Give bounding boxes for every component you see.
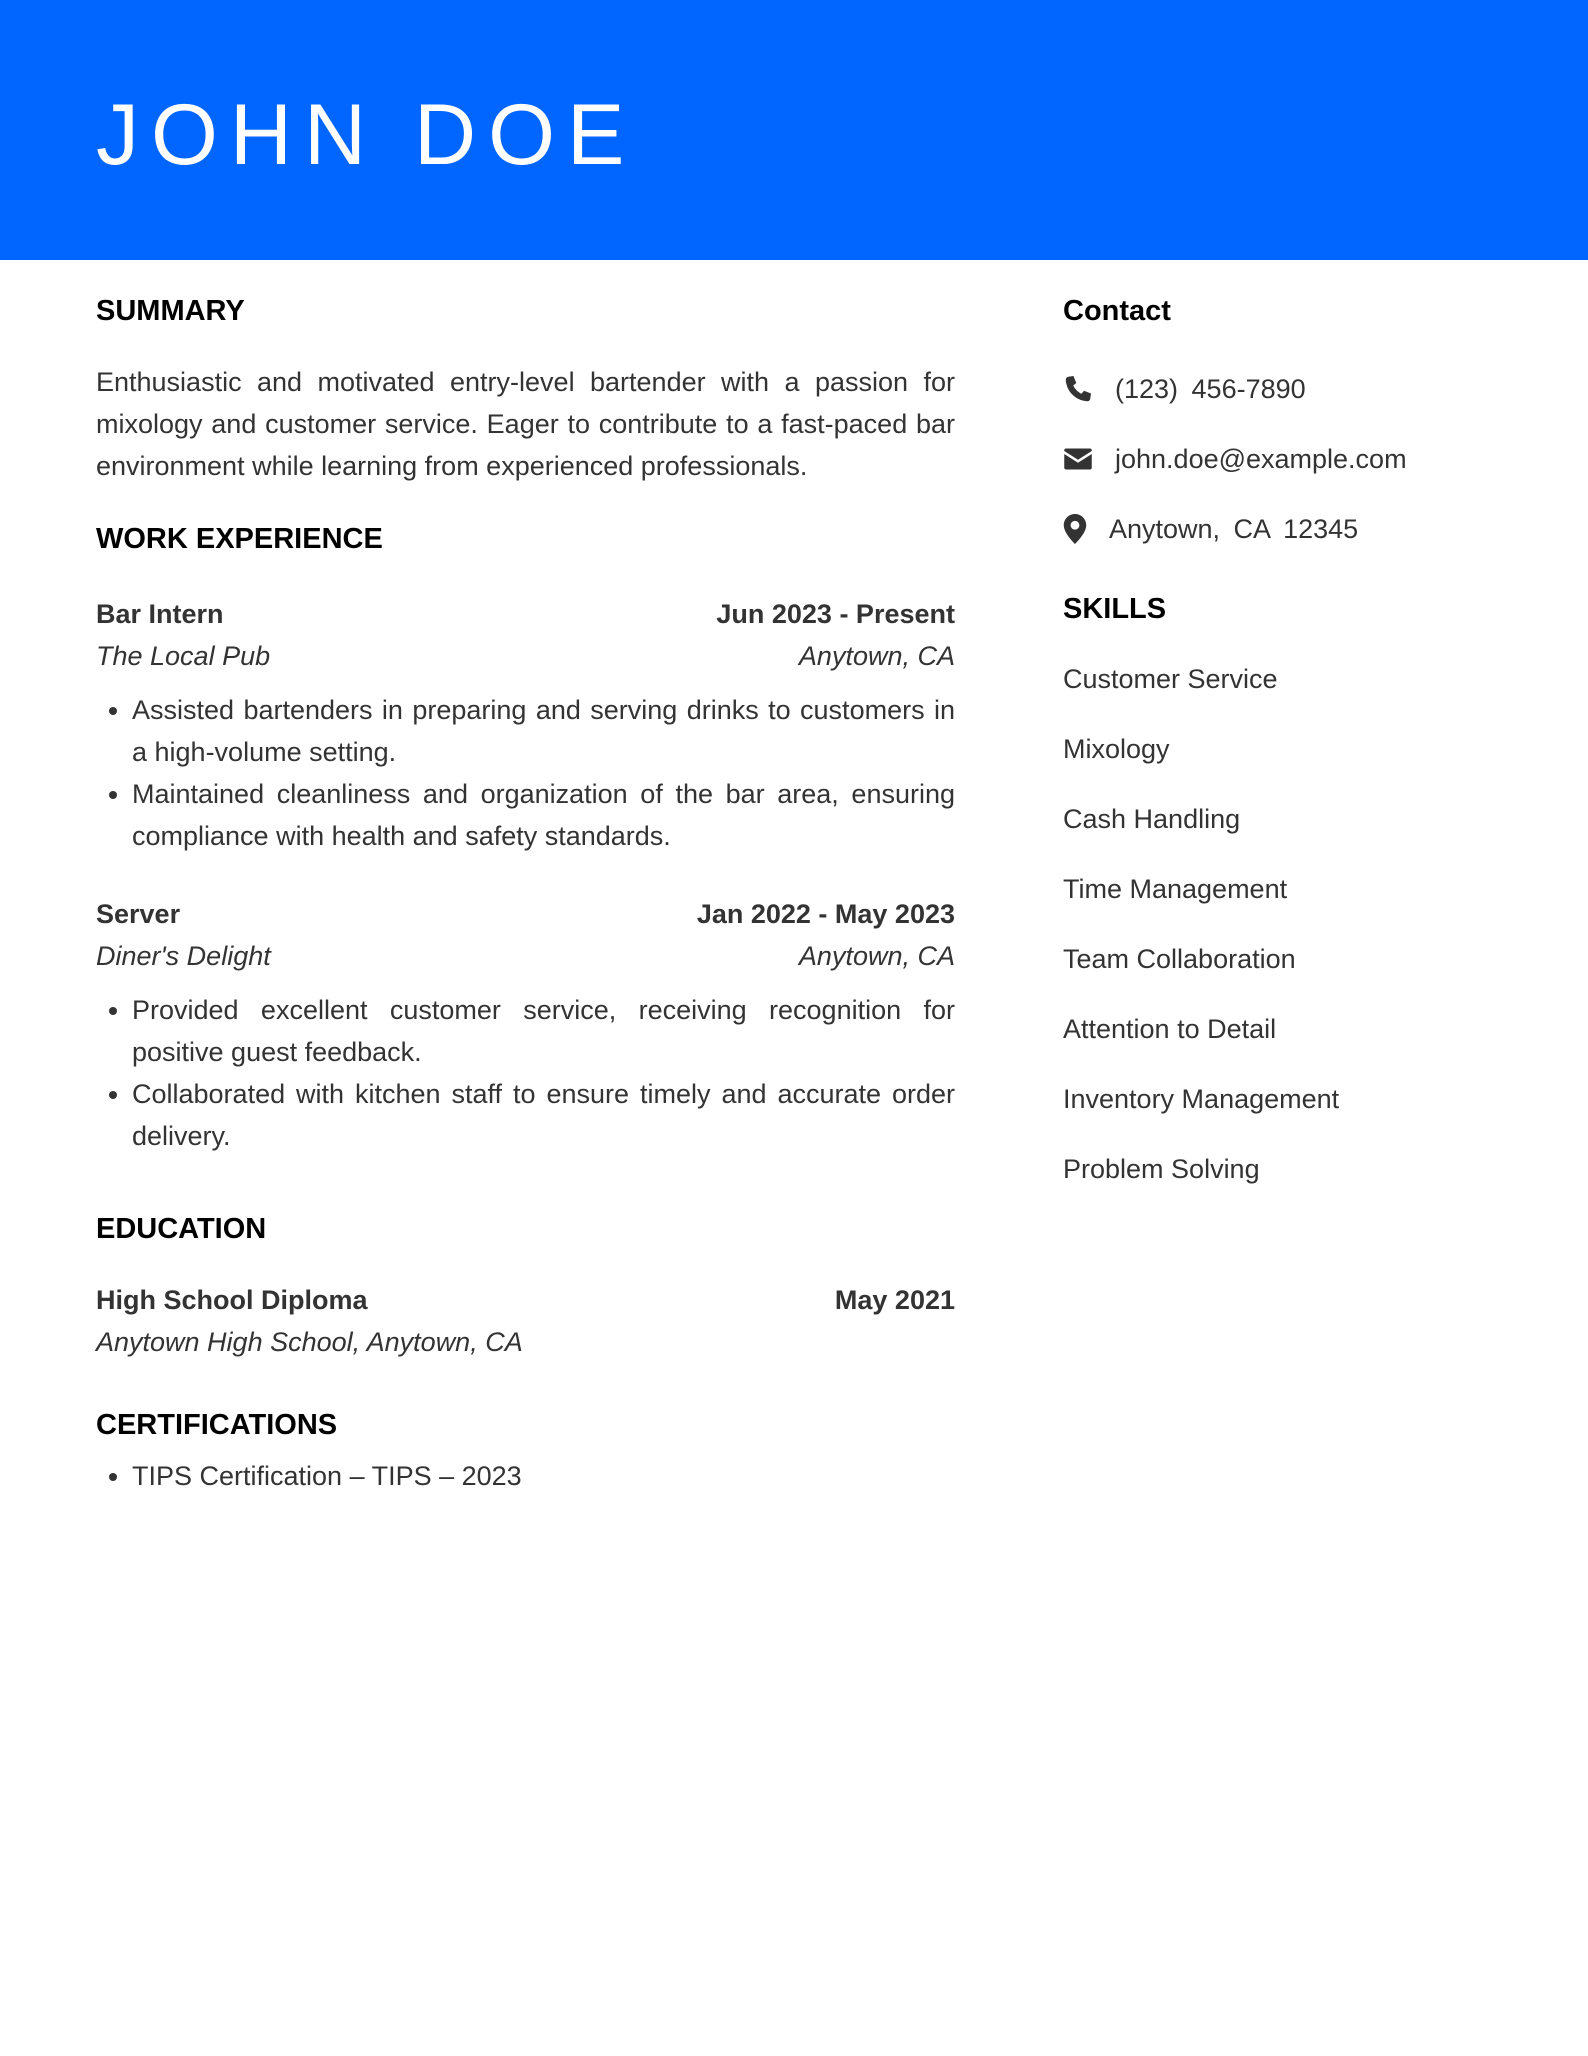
skill-item: Inventory Management bbox=[1063, 1084, 1340, 1114]
job-bullets bbox=[96, 689, 955, 857]
skill-item: Mixology bbox=[1063, 734, 1170, 764]
job-bullet: • Maintained cleanliness and organization of the bar area, ensuring compliance with health and safety standards. bbox=[132, 773, 955, 857]
contact-phone bbox=[1063, 371, 1493, 407]
summary-heading: SUMMARY bbox=[96, 295, 245, 327]
resume-body bbox=[0, 260, 1588, 2056]
education-date: May 2021 bbox=[834, 1285, 955, 1315]
contact-list bbox=[1063, 371, 1493, 547]
job-dates: Jun 2023 - Present bbox=[716, 599, 955, 629]
job-entry bbox=[96, 893, 955, 1157]
header-banner bbox=[0, 0, 1588, 260]
summary-text: Enthusiastic and motivated entry-level bartender with a passion for mixology and customer service. Eager to contribute to a fast-paced bar environment while learning from experienced professionals. bbox=[96, 367, 955, 481]
map-pin-icon bbox=[1063, 514, 1087, 544]
skill-item: Attention to Detail bbox=[1063, 1014, 1277, 1044]
education-entry bbox=[96, 1279, 955, 1363]
job-entry bbox=[96, 593, 955, 857]
job-bullet: • Collaborated with kitchen staff to ensure timely and accurate order delivery. bbox=[132, 1073, 955, 1157]
phone-icon bbox=[1063, 374, 1093, 404]
job-location: Anytown, CA bbox=[798, 941, 955, 971]
job-bullets bbox=[96, 989, 955, 1157]
job-company: Diner's Delight bbox=[96, 941, 271, 971]
certification-item: • TIPS Certification – TIPS – 2023 bbox=[132, 1455, 955, 1497]
education-heading: EDUCATION bbox=[96, 1213, 267, 1245]
skill-item: Customer Service bbox=[1063, 664, 1278, 694]
contact-heading: Contact bbox=[1063, 295, 1171, 327]
sidebar-column bbox=[1063, 260, 1493, 1221]
skills-list bbox=[1063, 661, 1493, 1187]
job-bullet: • Assisted bartenders in preparing and serving drinks to customers in a high-volume setting. bbox=[132, 689, 955, 773]
candidate-name: JOHN DOE bbox=[96, 87, 637, 183]
job-title: Server bbox=[96, 899, 181, 929]
skills-heading: SKILLS bbox=[1063, 593, 1167, 625]
job-location: Anytown, CA bbox=[798, 641, 955, 671]
work-experience-heading: WORK EXPERIENCE bbox=[96, 523, 383, 555]
contact-address-text: Anytown, CA 12345 bbox=[1109, 514, 1359, 544]
education-degree: High School Diploma bbox=[96, 1285, 368, 1315]
main-column bbox=[96, 260, 955, 1497]
contact-email-text: john.doe@example.com bbox=[1115, 444, 1407, 474]
certifications-list bbox=[96, 1455, 955, 1497]
job-company: The Local Pub bbox=[96, 641, 271, 671]
job-dates: Jan 2022 - May 2023 bbox=[696, 899, 955, 929]
contact-address bbox=[1063, 511, 1493, 547]
contact-email bbox=[1063, 441, 1493, 477]
skill-item: Problem Solving bbox=[1063, 1154, 1260, 1184]
skill-item: Time Management bbox=[1063, 874, 1288, 904]
job-title: Bar Intern bbox=[96, 599, 224, 629]
job-bullet: • Provided excellent customer service, receiving recognition for positive guest feedback. bbox=[132, 989, 955, 1073]
contact-phone-text: (123) 456-7890 bbox=[1115, 374, 1306, 404]
education-school: Anytown High School, Anytown, CA bbox=[96, 1327, 523, 1357]
certifications-heading: CERTIFICATIONS bbox=[96, 1409, 338, 1441]
skill-item: Cash Handling bbox=[1063, 804, 1241, 834]
skill-item: Team Collaboration bbox=[1063, 944, 1296, 974]
envelope-icon bbox=[1063, 444, 1093, 474]
